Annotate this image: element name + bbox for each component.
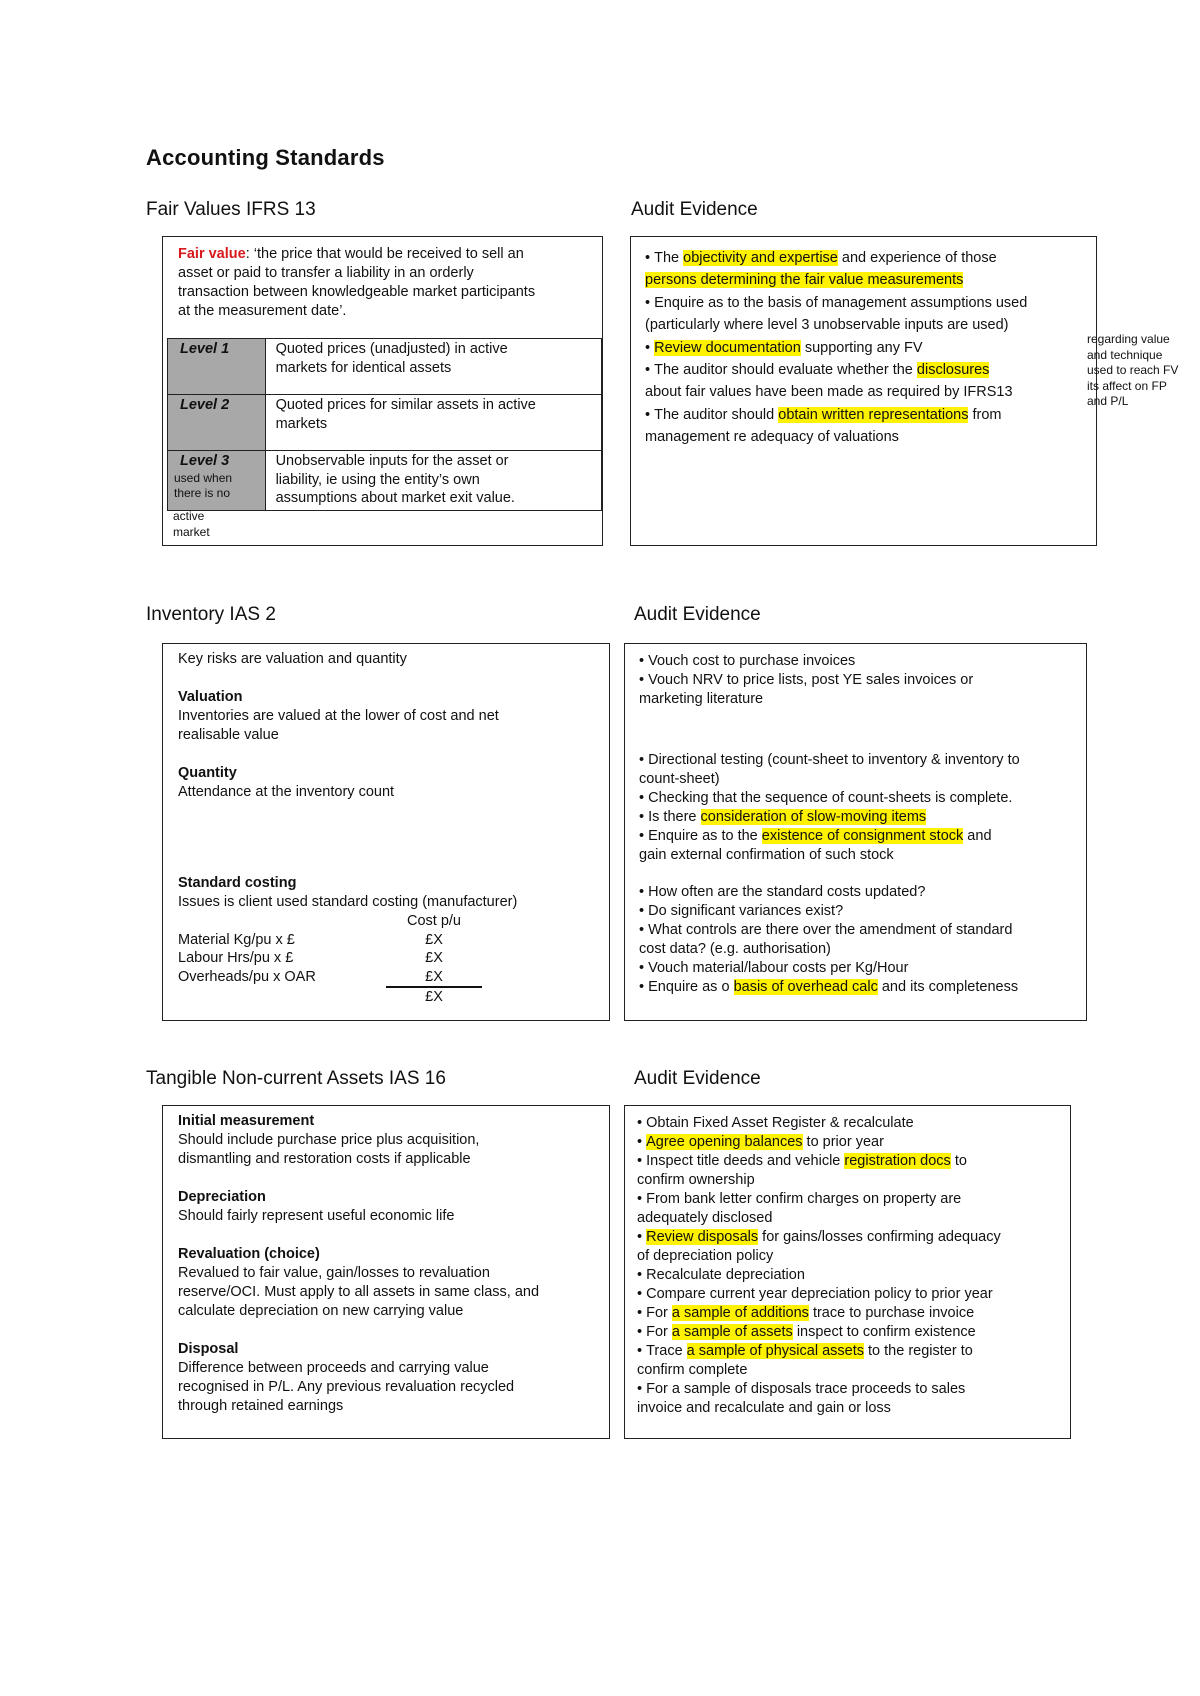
table-row: Labour Hrs/pu x £ £X	[178, 950, 443, 966]
list-item: marketing literature	[639, 691, 764, 707]
page-title: Accounting Standards	[146, 145, 385, 170]
list-item: about fair values have been made as required by IFRS13	[645, 384, 1013, 401]
list-item: (particularly where level 3 unobservable inputs are used)	[645, 317, 1009, 334]
level-row	[168, 395, 602, 451]
tnca-evidence-heading: Audit Evidence	[634, 1068, 761, 1089]
table-row: Overheads/pu x OAR £X	[178, 968, 443, 985]
inv-evidence-group-3	[639, 883, 1018, 997]
cost-header: Cost p/u	[407, 913, 461, 929]
fv-evidence-box	[630, 236, 1097, 546]
cost-table	[178, 912, 482, 1007]
list-item: • From bank letter confirm charges on property are	[637, 1190, 1001, 1209]
level-row	[168, 451, 602, 511]
level-3-description: Unobservable inputs for the asset or liability, ie using the entity’s own assumptions about market exit value.	[265, 451, 601, 511]
revaluation-title: Revaluation (choice)	[178, 1246, 320, 1262]
list-item: confirm ownership	[637, 1172, 755, 1188]
level-row	[168, 339, 602, 395]
quantity-title: Quantity	[178, 765, 237, 781]
list-item: confirm complete	[637, 1362, 748, 1378]
list-item: • Vouch cost to purchase invoices	[639, 652, 973, 671]
cost-total: £X	[386, 987, 482, 1007]
list-item: • Obtain Fixed Asset Register & recalculate	[637, 1114, 1001, 1133]
level-2-label: Level 2	[168, 395, 266, 451]
list-item: • Checking that the sequence of count-sheets is complete.	[639, 789, 1020, 808]
inventory-content: Key risks are valuation and quantity Valuation Inventories are valued at the lower of cost and net realisable value Quantity Attendance at the inventory count	[178, 651, 499, 800]
list-item: • What controls are there over the amendment of standard	[639, 921, 1018, 940]
tnca-heading: Tangible Non-current Assets IAS 16	[146, 1068, 446, 1089]
inv-evidence-group-2	[639, 751, 1020, 865]
costing-title: Standard costing	[178, 875, 297, 891]
inventory-heading: Inventory IAS 2	[146, 604, 276, 625]
list-item: • Review documentation supporting any FV	[645, 337, 1027, 359]
list-item: • Do significant variances exist?	[639, 902, 1018, 921]
standard-costing: Standard costing Issues is client used standard costing (manufacturer) Cost p/u Material Kg/pu x £ £X Labour Hrs/pu x £ £X Overheads/pu x OAR £X £X	[178, 875, 518, 1005]
list-item: • For a sample of additions trace to purchase invoice	[637, 1304, 1001, 1323]
fair-value-levels-table	[167, 338, 602, 511]
list-item: • Review disposals for gains/losses confirming adequacy	[637, 1228, 1001, 1247]
list-item: persons determining the fair value measurements	[645, 272, 964, 289]
tnca-evidence-list	[637, 1114, 1001, 1418]
list-item: • Vouch material/labour costs per Kg/Hour	[639, 959, 1018, 978]
table-row: Material Kg/pu x £ £X	[178, 931, 443, 948]
fv-evidence-heading: Audit Evidence	[631, 199, 758, 220]
fair-values-heading: Fair Values IFRS 13	[146, 199, 316, 220]
level-3-note: used when	[174, 470, 233, 485]
inv-evidence-box	[624, 643, 1087, 1021]
level-1-label: Level 1	[168, 339, 266, 395]
tnca-evidence-box	[624, 1105, 1071, 1439]
list-item: • Inspect title deeds and vehicle registration docs to	[637, 1152, 1001, 1171]
initial-measurement-title: Initial measurement	[178, 1113, 315, 1129]
level-2-description: Quoted prices for similar assets in active markets	[265, 395, 601, 451]
list-item: • The objectivity and expertise and experience of those	[645, 247, 1027, 269]
list-item: • For a sample of disposals trace proceeds to sales	[637, 1380, 1001, 1399]
list-item: • Enquire as o basis of overhead calc and its completeness	[639, 978, 1018, 997]
fair-values-box	[162, 236, 603, 546]
list-item: • How often are the standard costs updated?	[639, 883, 1018, 902]
level-3-label: Level 3 used when there is no	[168, 451, 266, 511]
level-3-note-overflow: active market	[173, 509, 210, 539]
fair-value-label: Fair value	[178, 246, 246, 262]
fv-evidence-list	[645, 247, 1027, 449]
tnca-content: Initial measurement Should include purchase price plus acquisition, dismantling and restoration costs if applicable Depreciation Should fairly represent useful economic life Revaluation (choice) Revalued to fair value, gain/losses to revaluation reserve/OCI. Must apply to all assets in same class, and calculate depreciation on new carrying value Disposal Difference between proceeds and carrying value recognised in P/L. Any previous revaluation recycled through retained earnings	[178, 1113, 540, 1414]
list-item: of depreciation policy	[637, 1248, 774, 1264]
depreciation-title: Depreciation	[178, 1189, 266, 1205]
table-row	[178, 987, 482, 1007]
list-item: management re adequacy of valuations	[645, 429, 899, 446]
fair-value-definition: Fair value: ‘the price that would be received to sell an asset or paid to transfer a liability in an orderly transaction between knowledgeable market participants at the measurement date’.	[178, 246, 536, 319]
inv-evidence-group-1	[639, 652, 973, 709]
list-item: • For a sample of assets inspect to confirm existence	[637, 1323, 1001, 1342]
list-item: • The auditor should evaluate whether the disclosures	[645, 359, 1027, 381]
list-item: • Compare current year depreciation policy to prior year	[637, 1285, 1001, 1304]
list-item: • Trace a sample of physical assets to the register to	[637, 1342, 1001, 1361]
list-item: adequately disclosed	[637, 1210, 773, 1226]
inv-evidence-heading: Audit Evidence	[634, 604, 761, 625]
list-item: • The auditor should obtain written representations from	[645, 404, 1027, 426]
disposal-title: Disposal	[178, 1341, 239, 1357]
list-item: • Recalculate depreciation	[637, 1266, 1001, 1285]
list-item: cost data? (e.g. authorisation)	[639, 941, 831, 957]
inventory-box	[162, 643, 610, 1021]
list-item: • Is there consideration of slow-moving items	[639, 808, 1020, 827]
list-item: gain external confirmation of such stock	[639, 847, 894, 863]
list-item: • Enquire as to the existence of consignment stock and	[639, 827, 1020, 846]
list-item: • Directional testing (count-sheet to inventory & inventory to	[639, 751, 1020, 770]
list-item: invoice and recalculate and gain or loss	[637, 1400, 891, 1416]
valuation-title: Valuation	[178, 689, 243, 705]
list-item: • Enquire as to the basis of management assumptions used	[645, 292, 1027, 314]
list-item: count-sheet)	[639, 771, 720, 787]
fv-side-note: regarding value and technique used to reach FV its affect on FP and P/L	[1087, 332, 1179, 408]
tnca-box	[162, 1105, 610, 1439]
list-item: • Agree opening balances to prior year	[637, 1133, 1001, 1152]
level-1-description: Quoted prices (unadjusted) in active markets for identical assets	[265, 339, 601, 395]
list-item: • Vouch NRV to price lists, post YE sales invoices or	[639, 671, 973, 690]
